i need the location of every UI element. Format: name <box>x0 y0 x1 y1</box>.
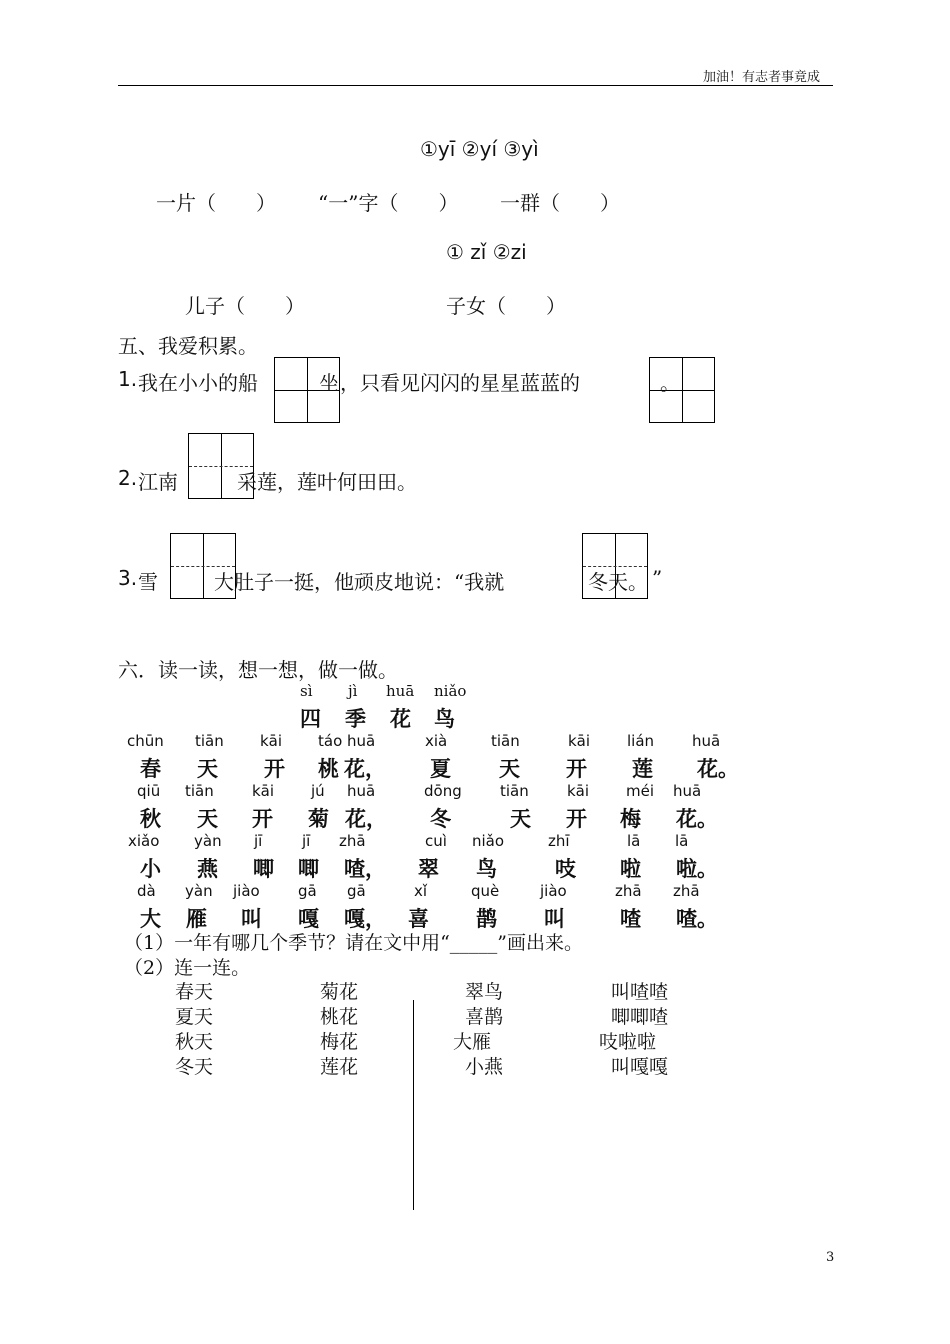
line1-pinyin-4: táo huā <box>318 732 376 750</box>
line3-pinyin-6: cuì <box>425 832 447 850</box>
line2-char-2: 天 <box>197 807 218 831</box>
line4-char-7: 鹊 <box>476 907 497 931</box>
line1-char-1: 春 <box>140 757 161 781</box>
match-season-3[interactable]: 秋天 <box>175 1031 214 1053</box>
line2-pinyin-10: huā <box>673 782 702 800</box>
line3-char-6: 翠 <box>418 857 439 881</box>
line4-pinyin-1: dà <box>137 882 156 900</box>
line3-char-8: 吱 <box>555 857 576 881</box>
match-bird-4[interactable]: 小燕 <box>465 1056 504 1078</box>
zi-options: ① zǐ ②zi <box>446 240 527 264</box>
line3-char-2: 燕 <box>197 857 218 881</box>
header-rule <box>118 85 833 86</box>
poem-title-pinyin-3: huā <box>386 682 415 700</box>
poem-title-char-3: 花 <box>390 707 411 731</box>
line2-pinyin-7: tiān <box>500 782 529 800</box>
q1-text-b: ，只看见闪闪的星星蓝蓝的 <box>340 371 580 395</box>
line4-pinyin-6: xǐ <box>414 882 428 900</box>
line1-char-9: 莲 <box>632 757 653 781</box>
section6-title: 六．读一读，想一想，做一做。 <box>118 658 398 682</box>
line4-char-8: 叫 <box>544 907 565 931</box>
line2-char-9: 梅 <box>620 807 641 831</box>
line1-pinyin-3: kāi <box>260 732 283 750</box>
line1-char-8: 开 <box>566 757 587 781</box>
yi-item-3: 一群（ ） <box>500 191 620 215</box>
line3-char-4: 唧 <box>298 857 319 881</box>
line1-pinyin-8: lián <box>627 732 655 750</box>
q3-box2-char: 冬天。 <box>588 570 648 594</box>
line2-char-8: 开 <box>566 807 587 831</box>
match-bird-3[interactable]: 大雁 <box>453 1031 492 1053</box>
line2-char-3: 开 <box>252 807 273 831</box>
match-season-4[interactable]: 冬天 <box>175 1056 214 1078</box>
poem-title-char-1: 四 <box>300 707 321 731</box>
line4-pinyin-5: gā <box>347 882 366 900</box>
line2-pinyin-1: qiū <box>137 782 161 800</box>
line1-char-10: 花。 <box>697 757 739 781</box>
match-sound-3[interactable]: 吱啦啦 <box>599 1031 657 1053</box>
line4-char-4: 嘎 <box>298 907 319 931</box>
poem-title-pinyin-4: niǎo <box>434 682 467 700</box>
line4-char-10: 喳。 <box>676 907 718 931</box>
line2-pinyin-9: méi <box>626 782 655 800</box>
poem-title-char-2: 季 <box>345 707 366 731</box>
yi-options: ①yī ②yí ③yì <box>420 137 539 161</box>
match-flower-1[interactable]: 菊花 <box>320 981 359 1003</box>
line2-char-10: 花。 <box>676 807 718 831</box>
q2-text-a: 江南 <box>138 470 178 494</box>
yi-item-2: “一”字（ ） <box>318 191 459 215</box>
line2-pinyin-6: dōng <box>424 782 462 800</box>
q1-box2-char: 。 <box>660 371 680 395</box>
line3-pinyin-5: zhā <box>339 832 366 850</box>
line2-char-7: 天 <box>510 807 531 831</box>
line4-pinyin-2: yàn <box>185 882 213 900</box>
q1-box-char: 坐 <box>319 371 339 395</box>
column-divider <box>413 1000 414 1210</box>
q3-text-end: ” <box>652 566 663 590</box>
q1-tian-box-2[interactable] <box>649 357 715 423</box>
page-number: 3 <box>826 1250 835 1265</box>
line2-pinyin-4: jú <box>311 782 325 800</box>
line3-char-9: 啦 <box>620 857 641 881</box>
line4-char-6: 喜 <box>408 907 429 931</box>
q1-number: 1. <box>118 367 138 391</box>
line2-pinyin-5: huā <box>347 782 376 800</box>
match-flower-4[interactable]: 莲花 <box>320 1056 359 1078</box>
line2-pinyin-8: kāi <box>567 782 590 800</box>
section5-title: 五、我爱积累。 <box>118 334 258 358</box>
poem-title-char-4: 鸟 <box>434 707 455 731</box>
line2-pinyin-2: tiān <box>185 782 214 800</box>
line3-char-10: 啦。 <box>676 857 718 881</box>
q2-text-b: 采莲，莲叶何田田。 <box>237 470 417 494</box>
zi-item-2: 子女（ ） <box>446 294 566 318</box>
line4-pinyin-3: jiào <box>233 882 260 900</box>
line4-char-1: 大 <box>140 907 161 931</box>
line4-char-5: 嘎， <box>344 907 386 931</box>
line1-char-5: 花， <box>344 757 386 781</box>
line1-char-6: 夏 <box>430 757 451 781</box>
line4-pinyin-8: jiào <box>540 882 567 900</box>
line1-char-7: 天 <box>499 757 520 781</box>
line3-pinyin-1: xiǎo <box>128 832 160 850</box>
line2-char-1: 秋 <box>140 807 161 831</box>
line3-pinyin-9: lā <box>627 832 641 850</box>
line4-pinyin-7: què <box>471 882 500 900</box>
line3-pinyin-7: niǎo <box>472 832 505 850</box>
line3-pinyin-3: jī <box>254 832 263 850</box>
match-season-1[interactable]: 春天 <box>175 981 214 1003</box>
zi-item-1: 儿子（ ） <box>185 294 305 318</box>
q3-text-b: 大肚子一挺，他顽皮地说：“我就 <box>214 570 505 594</box>
poem-title-pinyin-2: jì <box>348 682 358 700</box>
q2-number: 2. <box>118 466 138 490</box>
match-bird-1[interactable]: 翠鸟 <box>465 981 504 1003</box>
line4-char-2: 雁 <box>186 907 207 931</box>
line1-pinyin-6: tiān <box>491 732 520 750</box>
line1-pinyin-1: chūn <box>127 732 164 750</box>
question-1: （1）一年有哪几个季节？请在文中用“_____”画出来。 <box>124 932 584 954</box>
match-flower-3[interactable]: 梅花 <box>320 1031 359 1053</box>
line2-char-6: 冬 <box>430 807 451 831</box>
line4-pinyin-10: zhā <box>673 882 700 900</box>
q1-text-a: 我在小小的船 <box>138 371 258 395</box>
poem-title-pinyin-1: sì <box>300 682 313 700</box>
line1-pinyin-9: huā <box>692 732 721 750</box>
header-motto: 加油！有志者事竟成 <box>703 70 821 85</box>
line1-char-3: 开 <box>264 757 285 781</box>
match-sound-4[interactable]: 叫嘎嘎 <box>611 1056 669 1078</box>
line2-pinyin-3: kāi <box>252 782 275 800</box>
line2-char-5: 花， <box>345 807 387 831</box>
line3-pinyin-4: jī <box>302 832 311 850</box>
line1-char-2: 天 <box>197 757 218 781</box>
line1-char-4: 桃 <box>318 757 339 781</box>
yi-item-1: 一片（ ） <box>156 191 276 215</box>
line4-pinyin-4: gā <box>298 882 317 900</box>
line3-pinyin-10: lā <box>675 832 689 850</box>
line1-pinyin-2: tiān <box>195 732 224 750</box>
q3-text-a: 雪 <box>138 570 158 594</box>
match-season-2[interactable]: 夏天 <box>175 1006 214 1028</box>
line3-char-5: 喳， <box>344 857 386 881</box>
match-sound-1[interactable]: 叫喳喳 <box>611 981 669 1003</box>
line4-char-9: 喳 <box>620 907 641 931</box>
line3-char-3: 唧 <box>253 857 274 881</box>
line4-char-3: 叫 <box>241 907 262 931</box>
match-flower-2[interactable]: 桃花 <box>320 1006 359 1028</box>
match-sound-2[interactable]: 唧唧喳 <box>611 1006 669 1028</box>
line2-char-4: 菊 <box>308 807 329 831</box>
line1-pinyin-5: xià <box>425 732 448 750</box>
match-bird-2[interactable]: 喜鹊 <box>465 1006 504 1028</box>
line3-pinyin-2: yàn <box>194 832 222 850</box>
line3-char-7: 鸟 <box>476 857 497 881</box>
line3-char-1: 小 <box>140 857 161 881</box>
q3-number: 3. <box>118 566 138 590</box>
line4-pinyin-9: zhā <box>615 882 642 900</box>
question-2: （2）连一连。 <box>124 957 251 979</box>
line1-pinyin-7: kāi <box>568 732 591 750</box>
line3-pinyin-8: zhī <box>548 832 570 850</box>
